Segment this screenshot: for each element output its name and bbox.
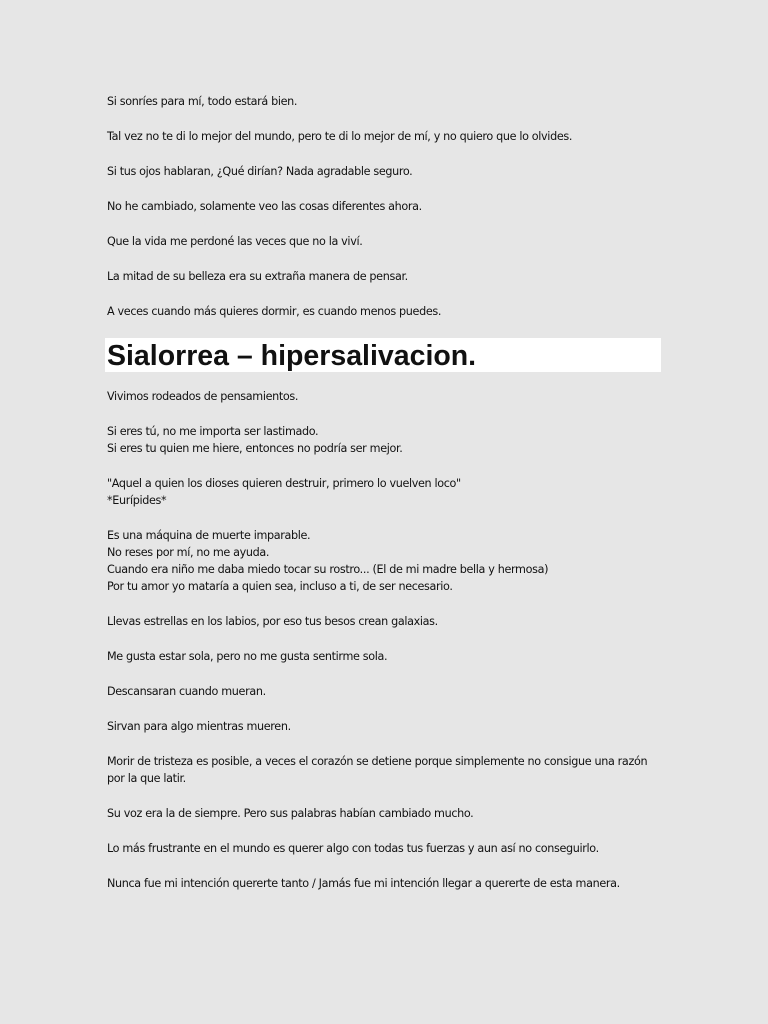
paragraph-intro-6: La mitad de su belleza era su extraña manera de pensar.	[107, 270, 408, 283]
document-page	[107, 93, 667, 910]
paragraph-3	[107, 475, 667, 509]
heading-section	[107, 338, 667, 372]
paragraph-3-line-1: "Aquel a quien los dioses quieren destruir, primero lo vuelven loco"	[107, 477, 461, 490]
paragraph-3-line-2: *Eurípides*	[107, 494, 167, 507]
paragraph-4-line-3: Cuando era niño me daba miedo tocar su rostro... (El de mi madre bella y hermosa)	[107, 563, 549, 576]
paragraph-12: Nunca fue mi intención quererte tanto / Jamás fue mi intención llegar a quererte de esta manera.	[107, 877, 620, 890]
paragraph-2-line-2: Si eres tu quien me hiere, entonces no podría ser mejor.	[107, 442, 403, 455]
paragraph-11: Lo más frustrante en el mundo es querer algo con todas tus fuerzas y aun así no conseguirlo.	[107, 842, 599, 855]
paragraph-intro-2: Tal vez no te di lo mejor del mundo, pero te di lo mejor de mí, y no quiero que lo olvides.	[107, 130, 573, 143]
paragraph-intro-4: No he cambiado, solamente veo las cosas diferentes ahora.	[107, 200, 422, 213]
paragraph-2-line-1: Si eres tú, no me importa ser lastimado.	[107, 425, 319, 438]
paragraph-intro-1: Si sonríes para mí, todo estará bien.	[107, 95, 298, 108]
paragraph-6: Me gusta estar sola, pero no me gusta sentirme sola.	[107, 650, 388, 663]
paragraph-9: Morir de tristeza es posible, a veces el corazón se detiene porque simplemente no consigue una razón por la que latir.	[107, 755, 648, 785]
paragraph-5: Llevas estrellas en los labios, por eso tus besos crean galaxias.	[107, 615, 438, 628]
paragraph-intro-7: A veces cuando más quieres dormir, es cuando menos puedes.	[107, 305, 442, 318]
paragraph-7: Descansaran cuando mueran.	[107, 685, 266, 698]
paragraph-8: Sirvan para algo mientras mueren.	[107, 720, 291, 733]
paragraph-intro-3: Si tus ojos hablaran, ¿Qué dirían? Nada agradable seguro.	[107, 165, 413, 178]
paragraph-4-line-2: No reses por mí, no me ayuda.	[107, 546, 270, 559]
section-heading: Sialorrea – hipersalivacion.	[105, 338, 661, 372]
paragraph-1: Vivimos rodeados de pensamientos.	[107, 390, 299, 403]
paragraph-4-line-1: Es una máquina de muerte imparable.	[107, 529, 311, 542]
paragraph-10: Su voz era la de siempre. Pero sus palabras habían cambiado mucho.	[107, 807, 474, 820]
paragraph-intro-5: Que la vida me perdoné las veces que no la viví.	[107, 235, 363, 248]
paragraph-4	[107, 527, 667, 595]
paragraph-4-line-4: Por tu amor yo mataría a quien sea, incluso a ti, de ser necesario.	[107, 580, 453, 593]
paragraph-2	[107, 423, 667, 457]
